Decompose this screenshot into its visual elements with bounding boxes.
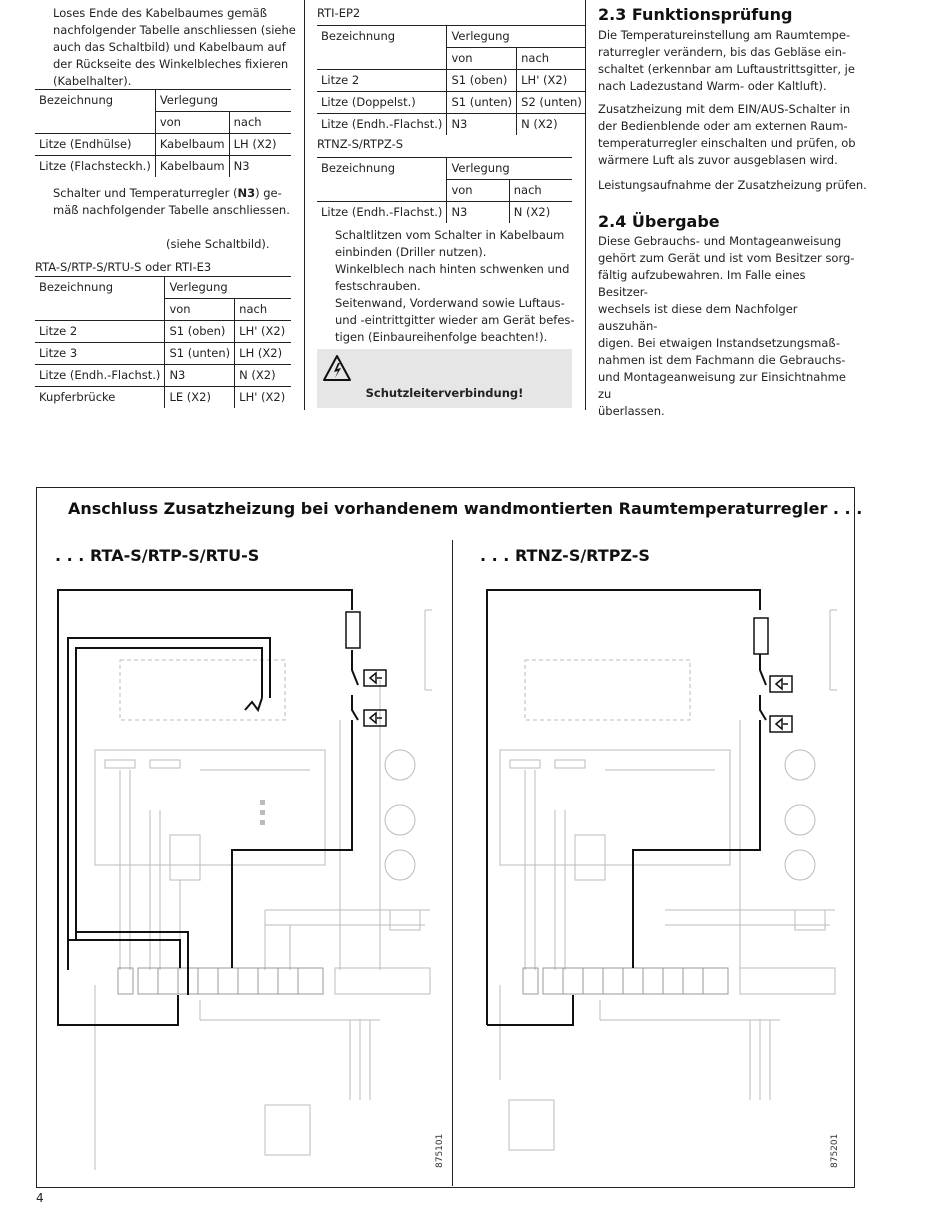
- warning-icon: [322, 354, 352, 382]
- diagram-right-title: . . . RTNZ-S/RTPZ-S: [480, 546, 650, 565]
- page-number: 4: [36, 1191, 44, 1205]
- diagram-code-left: 875101: [435, 1133, 445, 1168]
- col3-p3: Leistungsaufnahme der Zusatzheizung prüfen.: [598, 178, 867, 192]
- col1-intro: Loses Ende des Kabelbaumes gemäß nachfolgender Tabelle anschliessen (siehe auch das Schaltbild) und Kabelbaum auf der Rückseite des Winkelbleches fixieren (Kabelhalter).: [53, 6, 296, 88]
- col1-para3: (siehe Schaltbild).: [166, 237, 270, 251]
- column-divider: [585, 0, 586, 410]
- col1-para2: Schalter und Temperaturregler (N3) ge- mäß nachfolgender Tabelle anschliessen.: [53, 186, 290, 217]
- table2-title: RTA-S/RTP-S/RTU-S oder RTI-E3: [35, 260, 212, 274]
- heading-funktionspruefung: 2.3 Funktionsprüfung: [598, 5, 793, 24]
- col3-p2: Zusatzheizung mit dem EIN/AUS-Schalter in der Bedienblende oder am externen Raum- temperaturregler einschalten und prüfen, ob wärmere Luft als zuvor ausgeblasen wird.: [598, 102, 856, 167]
- wiring-diagram-left: [40, 580, 445, 1180]
- col3-p4: Diese Gebrauchs- und Montageanweisung gehört zum Gerät und ist vom Besitzer sorg- fältig aufzubewahren. Im Falle eines Besitzer- wechsels ist diese dem Nachfolger auszuhän- digen. Bei etwaigen Instandsetzungsmaß- nahmen ist dem Fachmann die Gebrauchs- und Montageanweisung zur Einsichtnahme zu überlassen.: [598, 234, 855, 418]
- warning-box: [317, 349, 572, 408]
- warning-text: Schutzleiterverbindung!: [365, 386, 524, 400]
- wiring-diagram-right: [465, 580, 845, 1180]
- col3-p1: Die Temperatureinstellung am Raumtempe- raturregler verändern, bis das Gebläse ein- schaltet (erkennbar am Luftaustrittsgitter, je nach Ladezustand Warm- oder Kaltluft).: [598, 28, 855, 93]
- heading-uebergabe: 2.4 Übergabe: [598, 212, 720, 231]
- table-kabelbaum: Bezeichnung Verlegung von nach Litze (Endhülse) Kabelbaum LH (X2) Litze (Flachsteckh.) Kabelbaum N3: [35, 89, 291, 177]
- table-regler: Bezeichnung Verlegung von nach Litze 2 S1 (oben) LH' (X2) Litze 3 S1 (unten) LH (X2) Litze (Endh.-Flachst.) N3 N (X2) Kupferbrücke LE (X2) LH' (X2): [35, 276, 291, 408]
- table-rti-ep2: Bezeichnung Verlegung von nach Litze 2 S1 (oben) LH' (X2) Litze (Doppelst.) S1 (unten) S2 (unten) Litze (Endh.-Flachst.) N3 N (X2): [317, 25, 586, 135]
- table4-title: RTNZ-S/RTPZ-S: [317, 137, 404, 151]
- diagram-divider: [452, 540, 453, 1186]
- column-divider: [304, 0, 305, 410]
- diagram-title: Anschluss Zusatzheizung bei vorhandenem wandmontierten Raumtemperaturregler . . .: [68, 499, 863, 518]
- col2-para: Schaltlitzen vom Schalter in Kabelbaum einbinden (Driller nutzen). Winkelblech nach hinten schwenken und festschrauben. Seitenwand, Vorderwand sowie Luftaus- und -eintrittgitter wieder am Gerät befes- tigen (Einbaureihenfolge beachten!).: [335, 228, 575, 344]
- diagram-left-title: . . . RTA-S/RTP-S/RTU-S: [55, 546, 260, 565]
- table-rtnz: Bezeichnung Verlegung von nach Litze (Endh.-Flachst.) N3 N (X2): [317, 157, 572, 223]
- diagram-code-right: 875201: [830, 1133, 840, 1168]
- table-cell: Litze (Endhülse): [35, 134, 155, 156]
- table3-title: RTI-EP2: [317, 6, 361, 20]
